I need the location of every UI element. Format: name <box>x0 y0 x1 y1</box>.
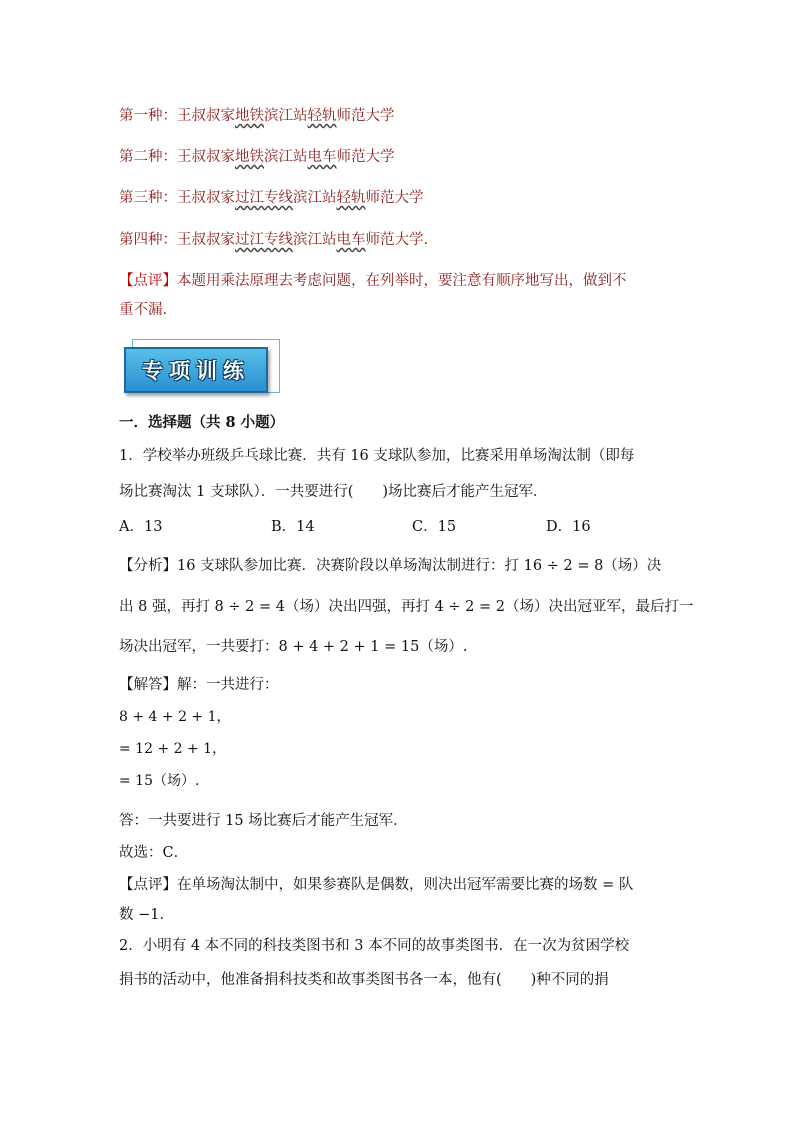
analysis-tag: 【分析】 <box>119 558 177 574</box>
comment-tag: 【点评】 <box>119 877 177 893</box>
route-line-3 <box>119 187 424 209</box>
option-d[interactable]: D．16 <box>546 519 591 535</box>
route-label: 第二种： <box>119 149 177 165</box>
analysis-line-2: 出 8 强，再打 8 ÷ 2 = 4（场）决出四强，再打 4 ÷ 2 = 2（场）决出冠亚军，最后打一 <box>119 599 694 615</box>
question-2-line-2: 捐书的活动中，他准备捐科技类和故事类图书各一本，他有( )种不同的捐 <box>119 972 609 988</box>
question-1-line-1: 1．学校举办班级乒乓球比赛．共有 16 支球队参加，比赛采用单场淘汰制（即每 <box>119 448 635 464</box>
option-b[interactable]: B．14 <box>271 519 315 535</box>
route-mode-1: 地铁 <box>235 108 264 124</box>
analysis-line-1 <box>119 555 661 577</box>
answer-intro: 解：一共进行： <box>177 677 279 693</box>
answer-choice: 故选：C． <box>119 845 189 861</box>
analysis-line-3: 场决出冠军，一共要打：8 + 4 + 2 + 1 = 15（场）. <box>119 639 468 655</box>
route-mid: 滨江站 <box>293 232 337 248</box>
comment-2-line-1 <box>119 874 633 896</box>
question-1-options <box>119 516 679 538</box>
comment-text: 本题用乘法原理去考虑问题，在列举时，要注意有顺序地写出，做到不 <box>177 273 627 289</box>
route-line-2 <box>119 146 395 168</box>
route-mode-2: 轻轨 <box>336 190 366 206</box>
route-mode-1: 过江专线 <box>235 232 293 248</box>
route-mid: 滨江站 <box>264 108 308 124</box>
route-start: 王叔叔家 <box>177 149 235 165</box>
route-end: 师范大学. <box>365 232 429 248</box>
route-mode-1: 地铁 <box>235 149 264 165</box>
comment-1-line-1 <box>119 270 627 292</box>
route-line-1 <box>119 105 395 127</box>
answer-tag: 【解答】 <box>119 677 177 693</box>
route-end: 师范大学 <box>365 190 424 206</box>
option-a[interactable]: A．13 <box>119 519 163 535</box>
route-mode-2: 轻轨 <box>307 108 337 124</box>
route-mid: 滨江站 <box>293 190 337 206</box>
route-label: 第一种： <box>119 108 177 124</box>
route-label: 第四种： <box>119 232 177 248</box>
banner-box <box>124 347 268 393</box>
answer-reply: 答：一共要进行 15 场比赛后才能产生冠军． <box>119 813 408 829</box>
comment-tag: 【点评】 <box>119 273 177 289</box>
route-mode-2: 电车 <box>336 232 366 248</box>
comment-2-line-2: 数 −1． <box>119 907 174 923</box>
route-mode-1: 过江专线 <box>235 190 293 206</box>
answer-step-2: = 12 + 2 + 1， <box>119 741 227 757</box>
route-line-4 <box>119 229 428 251</box>
section-title: 一．选择题（共 8 小题） <box>119 414 285 431</box>
analysis-text: 16 支球队参加比赛．决赛阶段以单场淘汰制进行：打 16 ÷ 2 = 8（场）决 <box>177 558 662 574</box>
comment-text: 重不漏. <box>119 302 168 318</box>
route-mid: 滨江站 <box>264 149 308 165</box>
route-start: 王叔叔家 <box>177 232 235 248</box>
route-start: 王叔叔家 <box>177 108 235 124</box>
answer-step-3: = 15（场）. <box>119 773 200 789</box>
route-start: 王叔叔家 <box>177 190 235 206</box>
answer-step-1: 8 + 4 + 2 + 1， <box>119 709 231 725</box>
banner-text: 专项训练 <box>142 359 250 383</box>
special-training-banner <box>124 339 278 397</box>
question-1-line-2: 场比赛淘汰 1 支球队）．一共要进行( )场比赛后才能产生冠军． <box>119 484 548 500</box>
question-2-line-1: 2．小明有 4 本不同的科技类图书和 3 本不同的故事类图书．在一次为贫困学校 <box>119 938 630 954</box>
answer-line-1 <box>119 674 279 696</box>
route-label: 第三种： <box>119 190 177 206</box>
option-c[interactable]: C．15 <box>412 519 457 535</box>
comment-text: 在单场淘汰制中，如果参赛队是偶数，则决出冠军需要比赛的场数 = 队 <box>177 877 634 893</box>
route-mode-2: 电车 <box>307 149 337 165</box>
comment-1-line-2 <box>119 299 167 321</box>
route-end: 师范大学 <box>336 108 395 124</box>
route-end: 师范大学 <box>336 149 395 165</box>
